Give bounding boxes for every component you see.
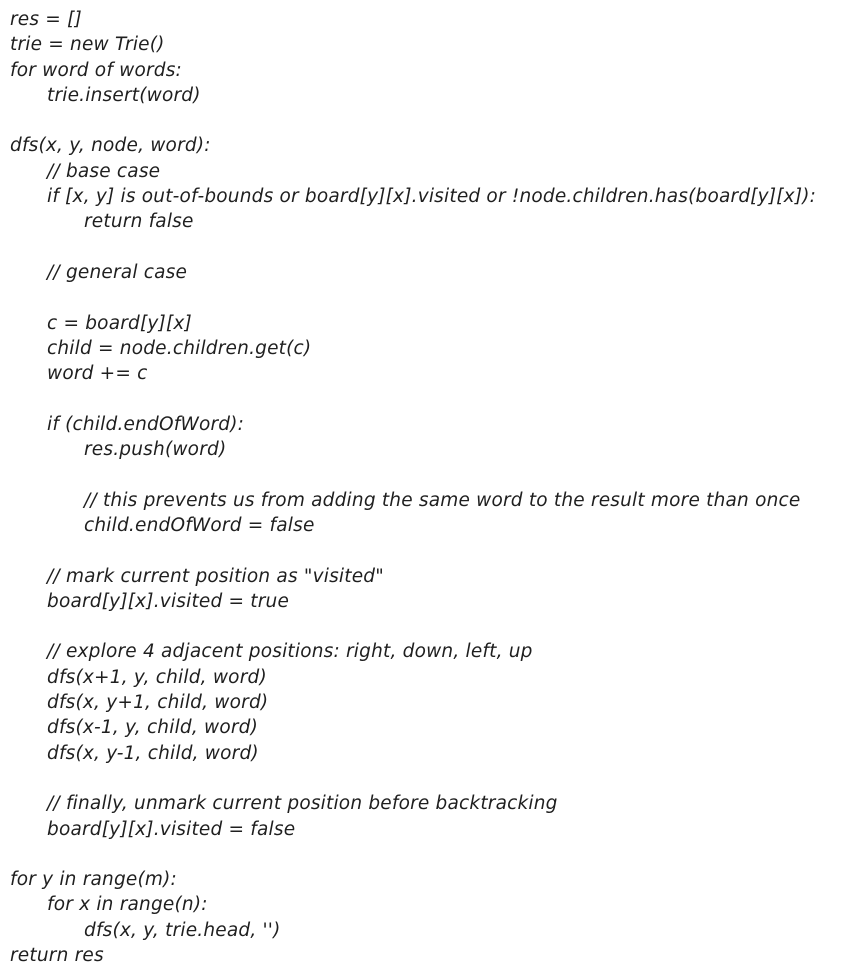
code-line: child = node.children.get(c) [47,337,312,359]
code-line-blank [0,614,867,639]
code-line-blank [0,235,867,260]
code-line: return res [10,944,104,966]
code-line-blank [0,766,867,791]
code-line: dfs(x, y+1, child, word) [47,692,269,714]
code-line: for x in range(n): [47,894,208,916]
code-line: dfs(x, y, node, word): [10,135,211,157]
code-line: trie = new Trie() [10,34,165,56]
code-line-blank [0,386,867,411]
code-line-blank [0,462,867,487]
code-line: // general case [47,261,188,283]
code-line: res.push(word) [84,439,227,461]
code-line: return false [84,211,194,233]
code-line: trie.insert(word) [47,84,201,106]
code-line: board[y][x].visited = false [47,818,296,840]
code-line: if [x, y] is out-of-bounds or board[y][x].visited or !node.children.has(board[y][x]): [47,186,817,208]
code-line: for word of words: [10,59,182,81]
code-line-blank [0,108,867,133]
code-block [0,7,867,968]
code-line: // explore 4 adjacent positions: right, down, left, up [47,641,533,663]
code-line: board[y][x].visited = true [47,590,290,612]
code-line: c = board[y][x] [47,312,192,334]
code-line: // finally, unmark current position before backtracking [47,793,558,815]
code-line: for y in range(m): [10,869,177,891]
code-line: dfs(x, y-1, child, word) [47,742,259,764]
code-line: dfs(x-1, y, child, word) [47,717,259,739]
code-line: if (child.endOfWord): [47,413,245,435]
code-line: // this prevents us from adding the same word to the result more than once [84,489,801,511]
code-line-blank [0,285,867,310]
code-line-blank [0,842,867,867]
code-line: // mark current position as "visited" [47,565,384,587]
code-line-blank [0,538,867,563]
code-line: dfs(x+1, y, child, word) [47,666,267,688]
code-line: dfs(x, y, trie.head, '') [84,919,281,941]
code-line: word += c [47,363,148,385]
code-line: res = [] [10,9,82,30]
code-line: child.endOfWord = false [84,514,315,536]
code-line: // base case [47,160,161,182]
